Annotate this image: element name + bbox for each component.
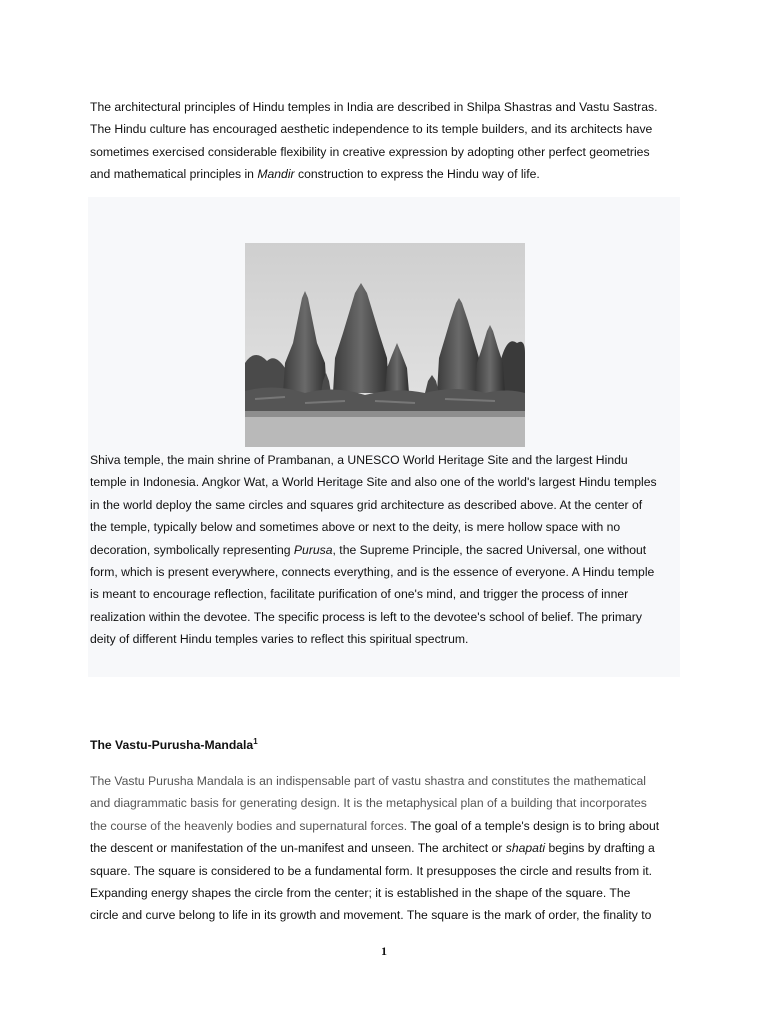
- text-line: is meant to encourage reflection, facilitate purification of one's mind, and trigger the process of inner: [90, 587, 629, 602]
- text-run: , the Supreme Principle, the sacred Universal, one without: [332, 542, 647, 557]
- text-line: The architectural principles of Hindu temples in India are described in Shilpa Shastras and Vastu Sastras.: [90, 100, 658, 114]
- text-line: Expanding energy shapes the circle from the center; it is established in the shape of the square. The: [90, 886, 631, 901]
- text-line: [90, 837, 680, 859]
- footnote-marker: 1: [253, 737, 258, 746]
- text-run: decoration, symbolically representing: [90, 542, 294, 557]
- intro-paragraph: [90, 96, 680, 186]
- text-run: the course of the heavenly bodies and supernatural forces.: [90, 818, 408, 833]
- vastu-paragraph: [90, 770, 680, 927]
- text-run: construction to express the Hindu way of life.: [294, 167, 540, 182]
- text-line: [90, 163, 680, 185]
- text-line: the temple, typically below and sometimes above or next to the deity, is mere hollow space with no: [90, 520, 621, 535]
- text-line: The Vastu Purusha Mandala is an indispensable part of vastu shastra and constitutes the mathematical: [90, 774, 646, 788]
- text-line: square. The square is considered to be a fundamental form. It presupposes the circle and results from it.: [90, 863, 653, 878]
- text-run: The goal of a temple's design is to bring about: [407, 818, 660, 833]
- section-heading-text: The Vastu-Purusha-Mandala: [90, 738, 254, 752]
- text-line: in the world deploy the same circles and squares grid architecture as described above. At the center of: [90, 497, 643, 512]
- text-line: [90, 539, 680, 561]
- section-heading: [90, 737, 258, 752]
- temple-photo: [245, 243, 525, 447]
- page-number: 1: [381, 944, 387, 958]
- italic-term: Purusa: [293, 542, 333, 557]
- italic-term: Mandir: [257, 167, 295, 182]
- text-run: the descent or manifestation of the un-manifest and unseen. The architect or: [90, 841, 506, 856]
- text-line: sometimes exercised considerable flexibility in creative expression by adopting other perfect geometries: [90, 144, 650, 159]
- text-run: begins by drafting a: [545, 841, 655, 856]
- text-line: temple in Indonesia. Angkor Wat, a World Heritage Site and also one of the world's largest Hindu temples: [90, 475, 657, 490]
- text-line: The Hindu culture has encouraged aesthetic independence to its temple builders, and its architects have: [90, 122, 653, 137]
- text-line: deity of different Hindu temples varies to reflect this spiritual spectrum.: [90, 632, 469, 647]
- text-line: form, which is present everywhere, connects everything, and is the essence of everyone. A Hindu temple: [90, 565, 655, 580]
- text-run: and mathematical principles in: [90, 167, 258, 182]
- text-line: Shiva temple, the main shrine of Prambanan, a UNESCO World Heritage Site and the largest Hindu: [90, 453, 628, 467]
- text-line: and diagrammatic basis for generating design. It is the metaphysical plan of a building that incorporates: [90, 796, 647, 811]
- text-line: realization within the devotee. The specific process is left to the devotee's school of belief. The primary: [90, 609, 642, 624]
- text-line: circle and curve belong to life in its growth and movement. The square is the mark of order, the finality to: [90, 908, 652, 923]
- italic-term: shapati: [505, 841, 546, 856]
- caption-paragraph: [90, 449, 680, 651]
- text-line: [90, 815, 680, 837]
